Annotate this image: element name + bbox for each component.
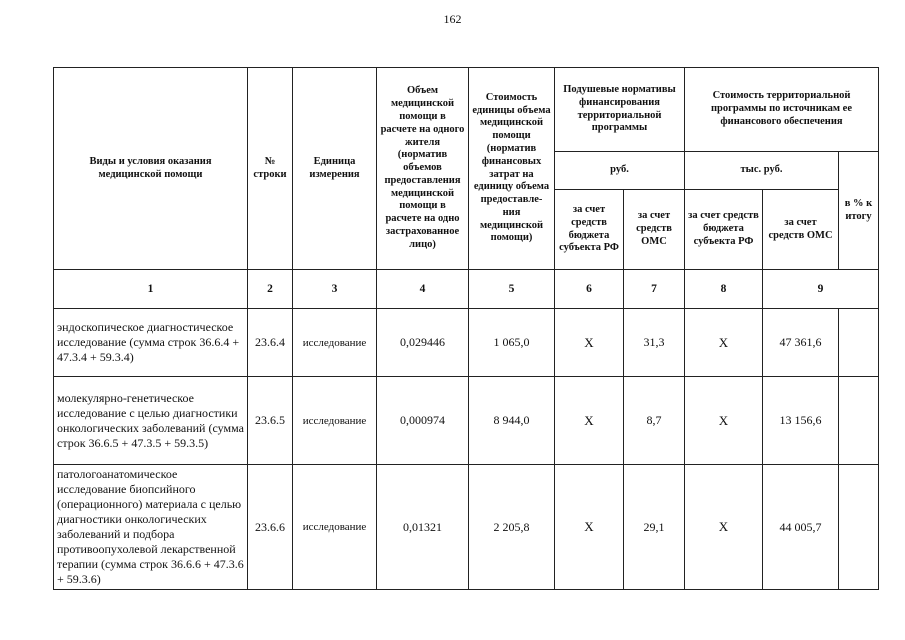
row-volume: 0,000974 <box>377 377 469 465</box>
column-number: 2 <box>248 270 293 309</box>
column-number: 4 <box>377 270 469 309</box>
row-volume: 0,01321 <box>377 465 469 590</box>
row-unit-cost: 8 944,0 <box>469 377 555 465</box>
row-budget-thous: Х <box>685 377 763 465</box>
row-name: молекулярно-генетическое исследование с целью диагностики онкологических заболеваний (сумма строк 36.6.5 + 47.3.5 + 59.3.5) <box>54 377 248 465</box>
row-percent <box>839 377 879 465</box>
column-number: 9 <box>763 270 879 309</box>
column-number: 5 <box>469 270 555 309</box>
header-territorial-cost: Стоимость территориальной программы по источникам ее финансового обеспечения <box>685 68 879 152</box>
column-number: 1 <box>54 270 248 309</box>
row-percent <box>839 309 879 377</box>
column-number: 8 <box>685 270 763 309</box>
page-number: 162 <box>443 12 462 26</box>
header-budget-thous: за счет средств бюджета субъекта РФ <box>685 190 763 270</box>
header-oms-rub: за счет средств ОМС <box>624 190 685 270</box>
row-unit: исследование <box>293 377 377 465</box>
header-thous-rub: тыс. руб. <box>685 152 839 190</box>
header-per-capita: Подушевые нормативы финансирования территориальной программы <box>555 68 685 152</box>
row-unit-cost: 2 205,8 <box>469 465 555 590</box>
header-line-number: № строки <box>248 68 293 270</box>
header-volume: Объем медицинской помощи в расчете на одного жителя (норматив объемов предоставления медицинской помощи в расчете на одно застрахованное лицо) <box>377 68 469 270</box>
table-row <box>54 465 879 590</box>
table-row <box>54 377 879 465</box>
row-budget-thous: Х <box>685 309 763 377</box>
row-budget-rub: Х <box>555 309 624 377</box>
row-name: патологоанатомическое исследование биопсийного (операционного) материала с целью диагностики онкологических заболеваний и подбора противоопухолевой лекарственной терапии (сумма строк 36.6.6 + 47.3.6 + 59.3.6) <box>54 465 248 590</box>
row-oms-thous: 13 156,6 <box>763 377 839 465</box>
row-unit: исследование <box>293 309 377 377</box>
header-oms-thous: за счет средств ОМС <box>763 190 839 270</box>
row-volume: 0,029446 <box>377 309 469 377</box>
header-type-conditions: Виды и условия оказания медицинской помощи <box>54 68 248 270</box>
row-unit: исследование <box>293 465 377 590</box>
row-budget-rub: Х <box>555 377 624 465</box>
row-line-number: 23.6.5 <box>248 377 293 465</box>
table-row <box>54 309 879 377</box>
column-number: 7 <box>624 270 685 309</box>
row-oms-rub: 29,1 <box>624 465 685 590</box>
row-percent <box>839 465 879 590</box>
row-line-number: 23.6.4 <box>248 309 293 377</box>
row-name: эндоскопическое диагностическое исследование (сумма строк 36.6.4 + 47.3.4 + 59.3.4) <box>54 309 248 377</box>
row-unit-cost: 1 065,0 <box>469 309 555 377</box>
header-unit: Единица измерения <box>293 68 377 270</box>
financing-table <box>53 67 879 590</box>
row-line-number: 23.6.6 <box>248 465 293 590</box>
column-numbers-row <box>54 270 879 309</box>
row-oms-rub: 31,3 <box>624 309 685 377</box>
header-percent-total: в % к итогу <box>839 152 879 270</box>
header-budget-rub: за счет средств бюджета субъекта РФ <box>555 190 624 270</box>
header-unit-cost: Стоимость единицы объема медицинской помощи (норматив финансовых затрат на единицу объема предоставле-ния медицинской помощи) <box>469 68 555 270</box>
row-oms-thous: 47 361,6 <box>763 309 839 377</box>
row-oms-thous: 44 005,7 <box>763 465 839 590</box>
header-rub: руб. <box>555 152 685 190</box>
row-oms-rub: 8,7 <box>624 377 685 465</box>
column-number: 3 <box>293 270 377 309</box>
row-budget-thous: Х <box>685 465 763 590</box>
row-budget-rub: Х <box>555 465 624 590</box>
column-number: 6 <box>555 270 624 309</box>
